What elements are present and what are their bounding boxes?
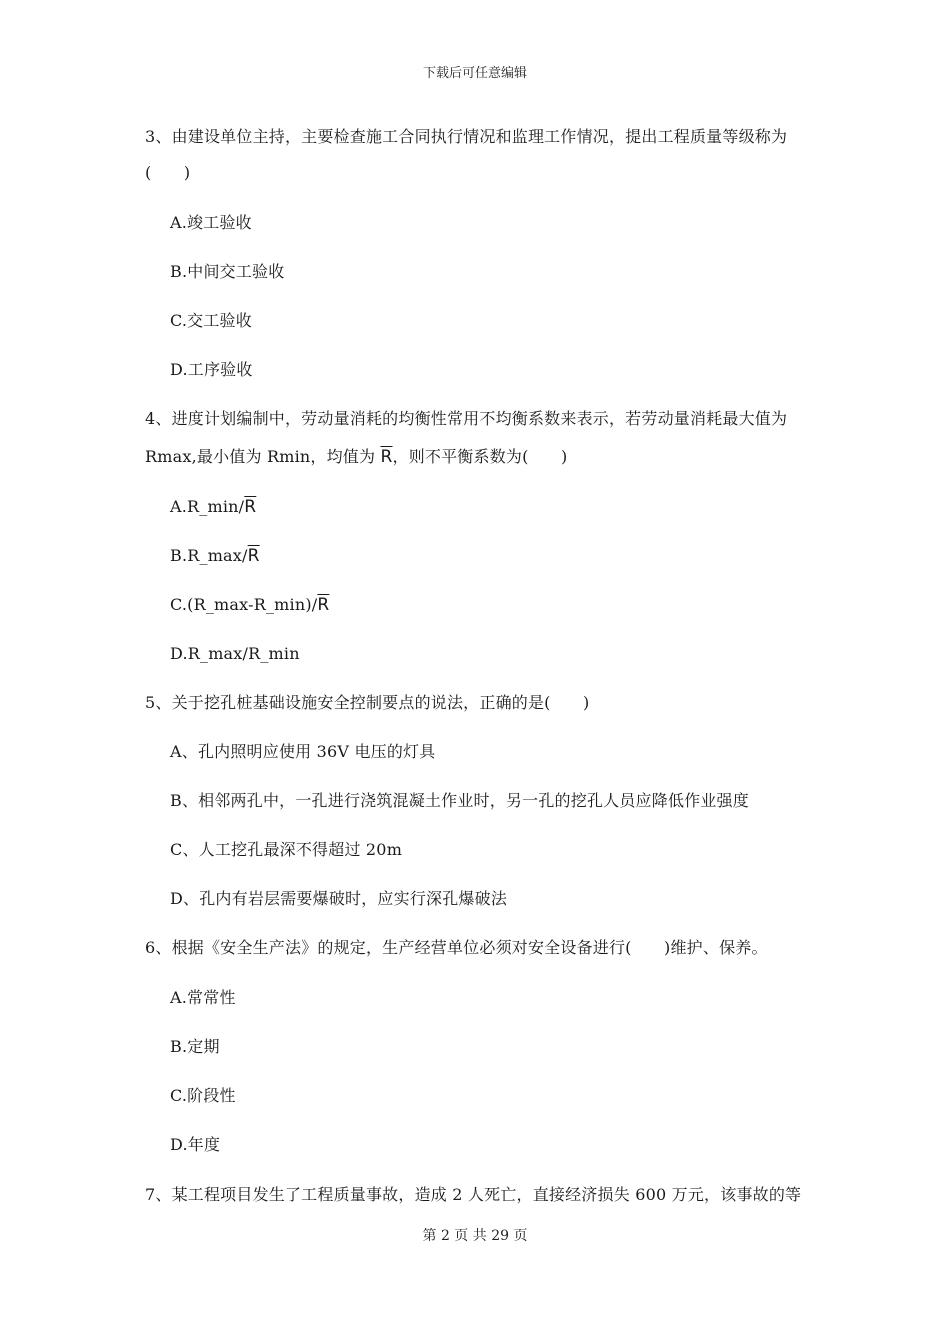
question-5-option-a: A、孔内照明应使用 36V 电压的灯具 — [170, 742, 436, 761]
option-text: D.R_max/R_min — [170, 644, 300, 663]
option-text: A.R_min/ — [170, 497, 245, 516]
question-3-option-c: C.交工验收 — [170, 311, 252, 330]
stem-text: ，则不平衡系数为( ) — [392, 447, 568, 466]
r-bar-symbol: $\overline{R}$ — [244, 497, 257, 517]
question-6-stem: 6、根据《安全生产法》的规定，生产经营单位必须对安全设备进行( )维护、保养。 — [145, 938, 768, 957]
question-5-option-c: C、人工挖孔最深不得超过 20m — [170, 840, 403, 859]
question-6-option-c: C.阶段性 — [170, 1086, 236, 1105]
question-3-stem: 3、由建设单位主持，主要检查施工合同执行情况和监理工作情况，提出工程质量等级称为 — [145, 127, 788, 146]
question-7-stem: 7、某工程项目发生了工程质量事故，造成 2 人死亡，直接经济损失 600 万元，该事故的等 — [145, 1185, 802, 1204]
r-bar-symbol: $\overline{R}$ — [247, 546, 260, 566]
option-text: C.(R_max-R_min)/ — [170, 595, 318, 614]
question-6-option-d: D.年度 — [170, 1135, 221, 1154]
question-3-option-d: D.工序验收 — [170, 360, 253, 379]
question-3-option-b: B.中间交工验收 — [170, 262, 285, 281]
r-bar-symbol: $\overline{R}$ — [317, 595, 330, 615]
question-4-option-d — [170, 643, 300, 665]
question-3-option-a: A.竣工验收 — [170, 213, 252, 232]
page-header: 下载后可任意编辑 — [422, 66, 527, 81]
question-4-option-a — [170, 496, 256, 518]
question-4-option-c — [170, 594, 329, 616]
question-4-stem: 4、进度计划编制中，劳动量消耗的均衡性常用不均衡系数来表示，若劳动量消耗最大值为 — [145, 409, 788, 428]
question-5-option-d: D、孔内有岩层需要爆破时，应实行深孔爆破法 — [170, 889, 508, 908]
question-5-option-b: B、相邻两孔中，一孔进行浇筑混凝土作业时，另一孔的挖孔人员应降低作业强度 — [170, 791, 749, 810]
question-6-option-a: A.常常性 — [170, 988, 236, 1007]
question-3-stem-cont: ( ) — [145, 163, 191, 182]
option-text: B.R_max/ — [170, 546, 248, 565]
question-5-stem: 5、关于挖孔桩基础设施安全控制要点的说法，正确的是( ) — [145, 693, 590, 712]
r-bar-symbol: $\overline{R}$ — [380, 447, 393, 467]
question-4-stem-cont — [145, 446, 567, 468]
page-footer: 第 2 页 共 29 页 — [422, 1228, 528, 1244]
stem-text: Rmax,最小值为 Rmin，均值为 — [145, 447, 381, 466]
question-4-option-b — [170, 545, 260, 567]
question-6-option-b: B.定期 — [170, 1037, 220, 1056]
